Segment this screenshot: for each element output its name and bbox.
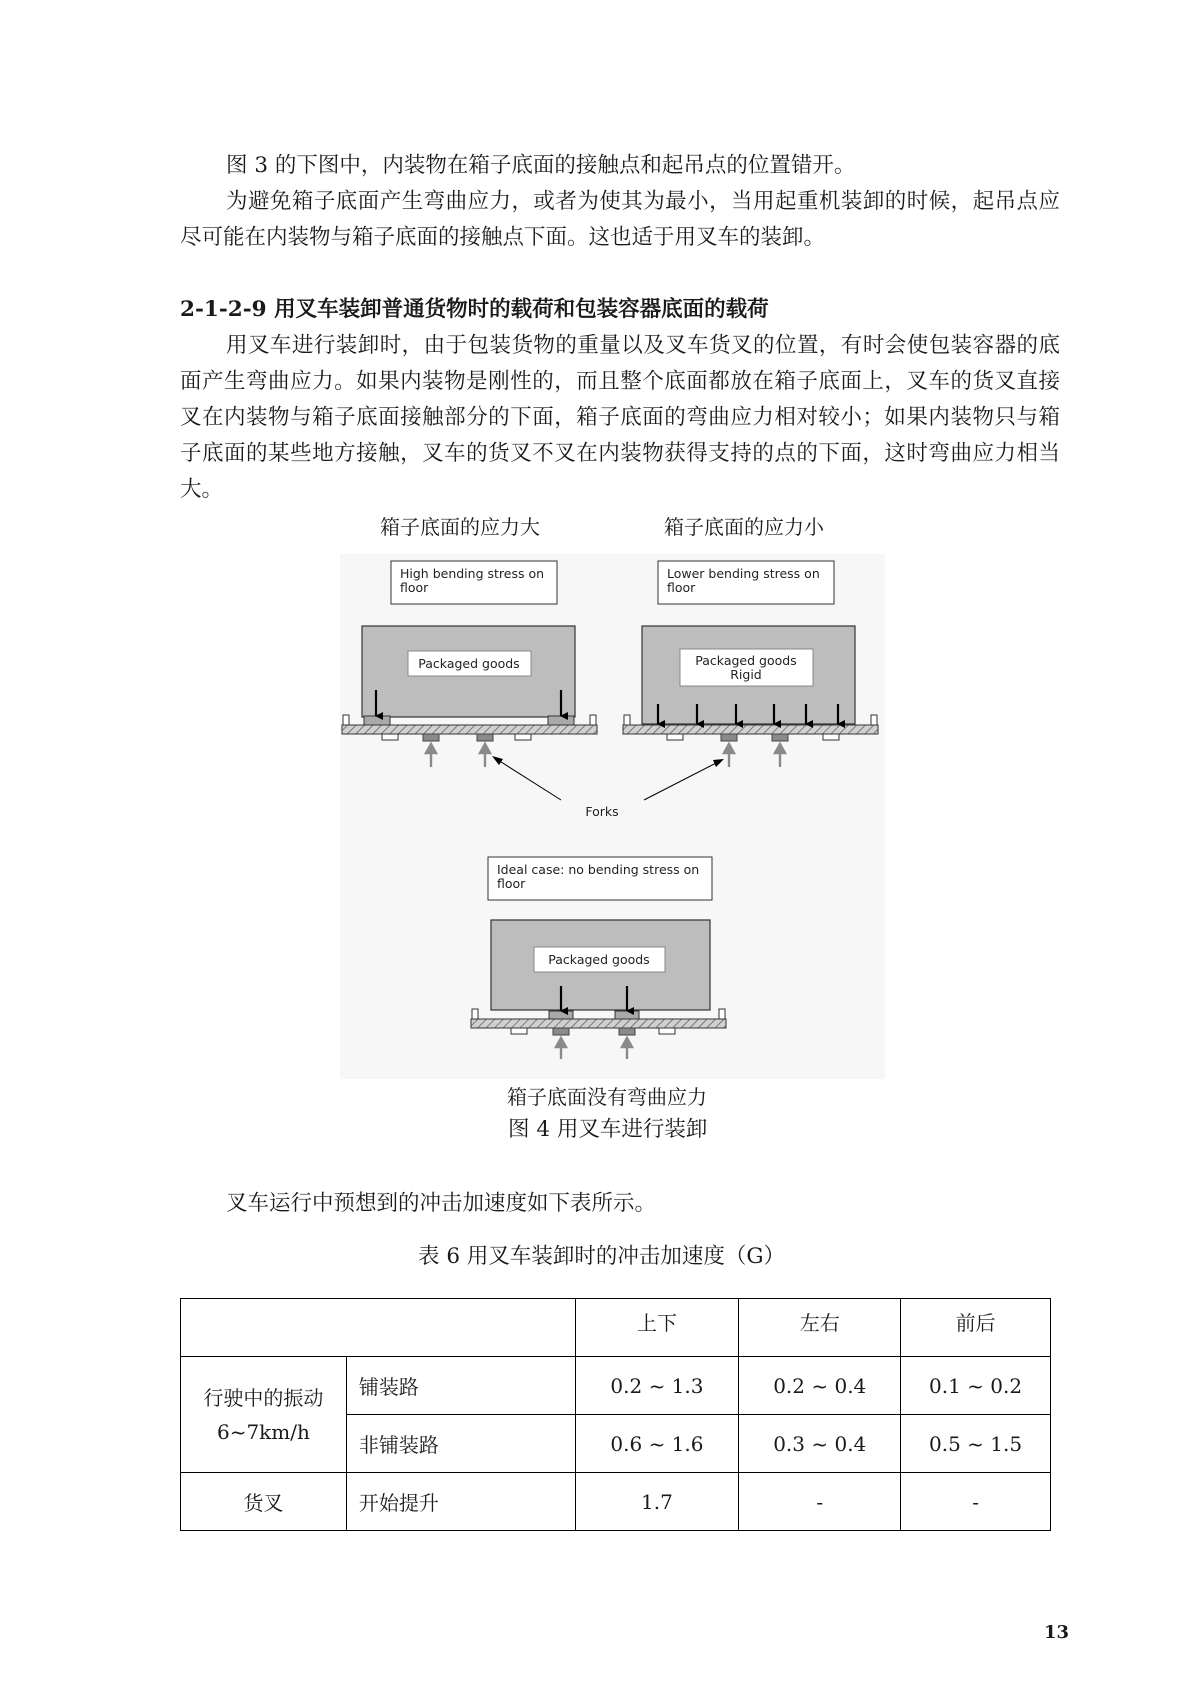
cell: 0.6 ~ 1.6 (575, 1415, 739, 1473)
group-fork: 货叉 (181, 1473, 347, 1531)
ideal-text-line2: floor (497, 876, 526, 891)
cell: - (739, 1473, 901, 1531)
figure-label-right: 箱子底面的应力小 (664, 515, 824, 539)
table-header-empty (181, 1299, 576, 1357)
table-header-row (181, 1299, 1051, 1357)
figure-label-bottom: 箱子底面没有弯曲应力 (507, 1085, 707, 1109)
figure-caption: 图 4 用叉车进行装卸 (508, 1117, 708, 1142)
section-heading: 2-1-2-9 用叉车装卸普通货物时的载荷和包装容器底面的载荷 (180, 297, 769, 322)
group-travel-line1: 行驶中的振动 (203, 1385, 324, 1410)
low-stress-text-line2: floor (667, 580, 696, 595)
cell: 1.7 (575, 1473, 739, 1531)
row-label: 非铺装路 (346, 1415, 575, 1473)
table-header-lateral: 左右 (739, 1299, 901, 1357)
forks-label: Forks (585, 804, 619, 819)
ideal-text-line1: Ideal case: no bending stress on (497, 862, 700, 877)
cell: 0.2 ~ 0.4 (739, 1357, 901, 1415)
cell: - (901, 1473, 1051, 1531)
goods-label-right-line1: Packaged goods (695, 653, 797, 668)
table-row (181, 1357, 1051, 1415)
floor-left (342, 725, 597, 734)
table-header-vertical: 上下 (575, 1299, 739, 1357)
goods-label-right-line2: Rigid (730, 667, 762, 682)
table-row (181, 1473, 1051, 1531)
paragraph-3: 用叉车进行装卸时，由于包装货物的重量以及叉车货叉的位置，有时会使包装容器的底面产生弯曲应力。如果内装物是刚性的，而且整个底面都放在箱子底面上，叉车的货叉直接叉在内装物与箱子底面接触部分的下面，箱子底面的弯曲应力相对较小；如果内装物只与箱子底面的某些地方接触，叉车的货叉不叉在内装物获得支持的点的下面，这时弯曲应力相当大。 (180, 333, 1060, 502)
paragraph-2: 为避免箱子底面产生弯曲应力，或者为使其为最小，当用起重机装卸的时候，起吊点应尽可能在内装物与箱子底面的接触点下面。这也适于用叉车的装卸。 (180, 189, 1060, 250)
high-stress-text-line2: floor (400, 580, 429, 595)
cell: 0.2 ~ 1.3 (575, 1357, 739, 1415)
cell: 0.3 ~ 0.4 (739, 1415, 901, 1473)
group-travel-line2: 6~7km/h (216, 1419, 310, 1444)
paragraph-4: 叉车运行中预想到的冲击加速度如下表所示。 (226, 1191, 657, 1216)
table-header-longitudinal: 前后 (901, 1299, 1051, 1357)
goods-label-left: Packaged goods (418, 656, 520, 671)
row-label: 开始提升 (346, 1473, 575, 1531)
figure-label-left: 箱子底面的应力大 (380, 515, 540, 539)
floor-bottom (471, 1019, 726, 1028)
group-travel-vibration (181, 1357, 347, 1473)
cell: 0.1 ~ 0.2 (901, 1357, 1051, 1415)
low-stress-text-line1: Lower bending stress on (667, 566, 820, 581)
paragraph-1: 图 3 的下图中，内装物在箱子底面的接触点和起吊点的位置错开。 (226, 153, 856, 178)
forklift-diagram (340, 554, 885, 1079)
forklift-figure (340, 554, 885, 1079)
high-stress-text-line1: High bending stress on (400, 566, 545, 581)
acceleration-table (180, 1298, 1051, 1531)
table-title: 表 6 用叉车装卸时的冲击加速度（G） (418, 1244, 786, 1269)
page-number: 13 (1044, 1622, 1070, 1643)
goods-label-bottom: Packaged goods (548, 952, 650, 967)
floor-right (623, 725, 878, 734)
cell: 0.5 ~ 1.5 (901, 1415, 1051, 1473)
row-label: 铺装路 (346, 1357, 575, 1415)
